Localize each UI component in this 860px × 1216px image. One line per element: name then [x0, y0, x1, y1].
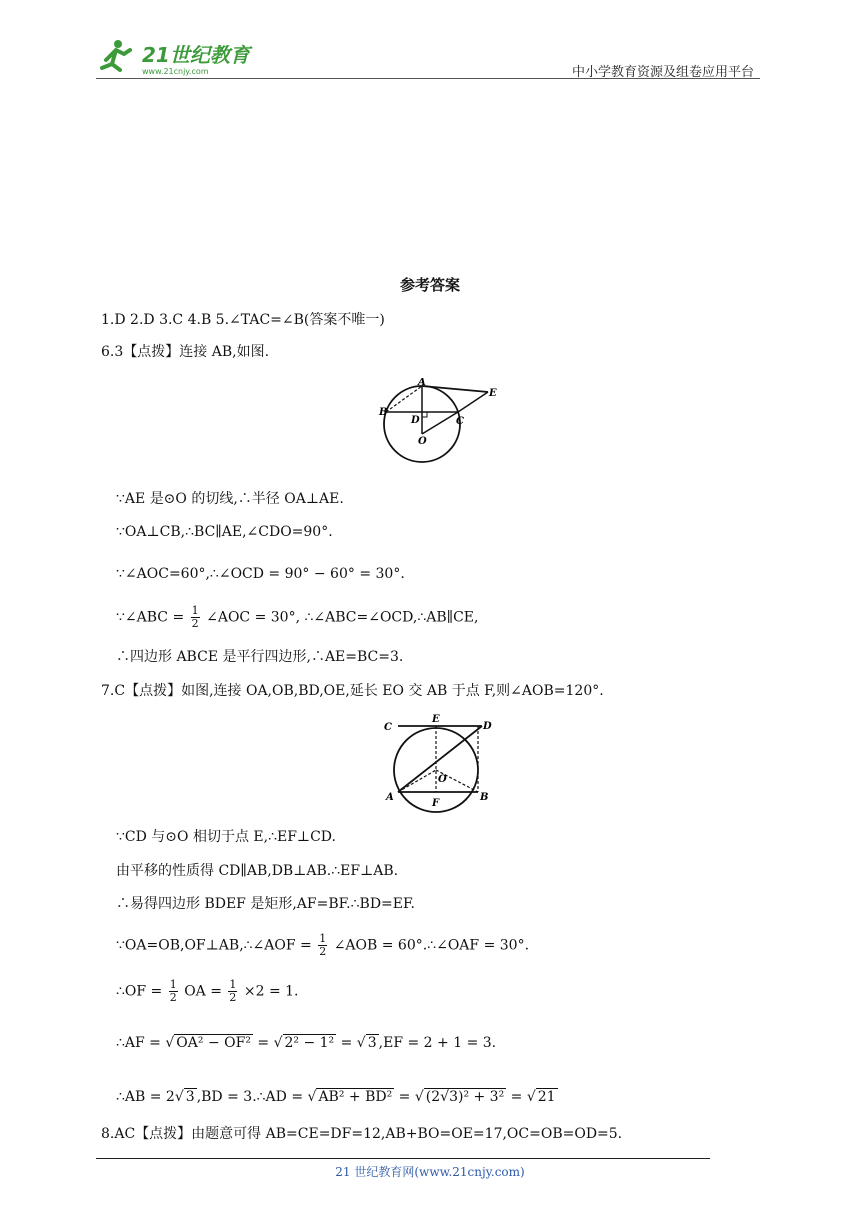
runner-icon: [102, 40, 130, 70]
q7-step-7: ∴AB = 2√ 3 ,BD = 3.∴AD = √ AB² + BD² = √ (2√3)² + 3² = √ 21: [116, 1089, 556, 1105]
q6-step-1: ∵AE 是⊙O 的切线,∴半径 OA⊥AE.: [116, 491, 344, 507]
figure-q7-circle-tangent: [380, 712, 496, 820]
figure-q6-circle-tangent: [376, 378, 502, 470]
answer-line-8: 8.AC【点拨】由题意可得 AB=CE=DF=12,AB+BO=OE=17,OC=OB=OD=5.: [101, 1126, 623, 1142]
q7-step-4: ∵OA=OB,OF⊥AB,∴∠AOF = $\frac{1}{2}$ ∠AOB = 60°.∴∠OAF = 30°.: [116, 932, 530, 958]
svg-text:F: F: [432, 798, 440, 809]
q7-step-6: ∴AF = √ OA² − OF² = √ 2² − 1² = √ 3 ,EF = 2 + 1 = 3.: [116, 1035, 497, 1051]
q7-step-3: ∴易得四边形 BDEF 是矩形,AF=BF.∴BD=EF.: [116, 896, 415, 912]
answer-line-1: 1.D 2.D 3.C 4.B 5.∠TAC=∠B(答案不唯一): [101, 312, 385, 328]
svg-text:C: C: [384, 722, 392, 733]
site-logo: [96, 38, 266, 78]
q6-step-3: ∵∠AOC=60°,∴∠OCD = 90° − 60° = 30°.: [116, 566, 405, 582]
answer-line-7: 7.C【点拨】如图,连接 OA,OB,BD,OE,延长 EO 交 AB 于点 F,则∠AOB=120°.: [101, 683, 604, 699]
svg-text:A: A: [386, 792, 394, 803]
page-title: 参考答案: [399, 276, 460, 294]
answer-line-6: 6.3【点拨】连接 AB,如图.: [101, 344, 270, 360]
header-divider: [96, 78, 760, 79]
q6-step-5: ∴四边形 ABCE 是平行四边形,∴AE=BC=3.: [116, 649, 404, 665]
svg-text:E: E: [432, 714, 440, 725]
svg-text:D: D: [483, 721, 492, 732]
svg-text:A: A: [418, 378, 426, 388]
q6-step-2: ∵OA⊥CB,∴BC∥AE,∠CDO=90°.: [116, 524, 333, 540]
svg-text:D: D: [411, 415, 420, 426]
svg-text:O: O: [438, 774, 447, 785]
svg-text:www.21cnjy.com: www.21cnjy.com: [142, 67, 209, 76]
q7-step-2: 由平移的性质得 CD∥AB,DB⊥AB.∴EF⊥AB.: [116, 863, 399, 879]
svg-text:E: E: [489, 388, 497, 399]
header-tagline: 中小学教育资源及组卷应用平台: [571, 65, 754, 80]
q7-step-5: ∴OF = $\frac{1}{2}$ OA = $\frac{1}{2}$ ×2 = 1.: [116, 978, 299, 1004]
svg-text:B: B: [480, 792, 489, 803]
svg-text:B: B: [379, 407, 388, 418]
fraction-half: $\frac{1}{2}$: [229, 978, 237, 1004]
footer-link[interactable]: 21 世纪教育网(www.21cnjy.com): [335, 1165, 525, 1179]
footer-divider: [96, 1158, 710, 1159]
fraction-half: $\frac{1}{2}$: [319, 932, 327, 958]
q6-step-4: ∵∠ABC = $\frac{1}{2}$ ∠AOC = 30°, ∴∠ABC=∠OCD,∴AB∥CE,: [116, 604, 479, 630]
svg-text:O: O: [418, 436, 427, 447]
fraction-half: $\frac{1}{2}$: [191, 604, 199, 630]
fraction-half: $\frac{1}{2}$: [169, 978, 177, 1004]
q7-step-1: ∵CD 与⊙O 相切于点 E,∴EF⊥CD.: [116, 829, 336, 845]
svg-text:21世纪教育: 21世纪教育: [142, 43, 250, 67]
svg-text:C: C: [456, 416, 464, 427]
